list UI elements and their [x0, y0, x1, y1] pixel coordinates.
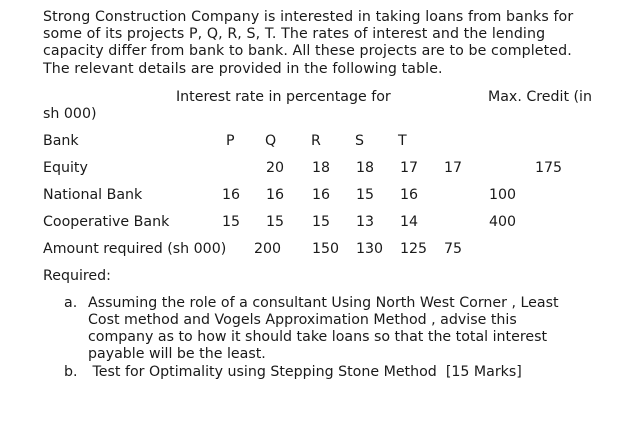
bank-name: Cooperative Bank	[43, 214, 170, 230]
project-header-q: Q	[265, 133, 277, 149]
required-list	[64, 295, 604, 381]
project-header-t: T	[398, 133, 407, 149]
rate-cell: 14	[400, 214, 419, 230]
amount-required-label: Amount required (sh 000)	[43, 241, 227, 257]
amount-cell: 125	[400, 241, 428, 257]
list-item-line: Test for Optimality using Stepping Stone Method [15 Marks]	[88, 364, 522, 380]
credit-cell: 175	[535, 160, 563, 176]
list-item-line: company as to how it should take loans so that the total interest	[88, 329, 548, 345]
max-credit-unit: sh 000)	[43, 106, 97, 122]
intro-line: Strong Construction Company is interested in taking loans from banks for	[43, 9, 574, 25]
rate-cell: 20	[266, 160, 285, 176]
rate-cell: 15	[312, 214, 331, 230]
credit-cell: 400	[489, 214, 517, 230]
list-item-line: payable will be the least.	[88, 346, 266, 362]
project-header-r: R	[311, 133, 321, 149]
rate-cell: 16	[312, 187, 331, 203]
amount-cell: 75	[444, 241, 463, 257]
intro-paragraph	[43, 9, 613, 78]
rate-cell: 17	[400, 160, 419, 176]
intro-line: capacity differ from bank to bank. All these projects are to be completed.	[43, 43, 572, 60]
rate-cell: 16	[222, 187, 241, 203]
interest-rate-heading: Interest rate in percentage for	[176, 89, 391, 105]
rate-cell: 16	[266, 187, 285, 203]
credit-cell: 100	[489, 187, 517, 203]
list-item	[64, 364, 604, 381]
max-credit-heading: Max. Credit (in	[488, 89, 592, 105]
bank-name: National Bank	[43, 187, 143, 203]
project-header-p: P	[226, 133, 235, 149]
amount-cell: 200	[254, 241, 282, 257]
amount-cell: 130	[356, 241, 384, 257]
rate-cell: 13	[356, 214, 375, 230]
bank-column-header: Bank	[43, 133, 79, 149]
intro-line: some of its projects P, Q, R, S, T. The rates of interest and the lending	[43, 26, 546, 43]
project-header-s: S	[355, 133, 365, 149]
list-item-line: Cost method and Vogels Approximation Method , advise this	[88, 312, 517, 328]
rate-cell: 15	[266, 214, 285, 230]
rate-cell: 18	[356, 160, 375, 176]
amount-cell: 150	[312, 241, 340, 257]
intro-line: The relevant details are provided in the following table.	[43, 60, 443, 77]
bank-name: Equity	[43, 160, 88, 176]
list-marker: a.	[64, 295, 78, 311]
rate-cell: 18	[312, 160, 331, 176]
rate-cell: 16	[400, 187, 419, 203]
rate-cell: 15	[222, 214, 241, 230]
required-heading: Required:	[43, 268, 111, 284]
rate-cell: 15	[356, 187, 375, 203]
list-item-line: Assuming the role of a consultant Using North West Corner , Least	[88, 295, 559, 311]
rate-cell: 17	[444, 160, 463, 176]
list-item	[64, 295, 604, 363]
list-marker: b.	[64, 364, 78, 380]
